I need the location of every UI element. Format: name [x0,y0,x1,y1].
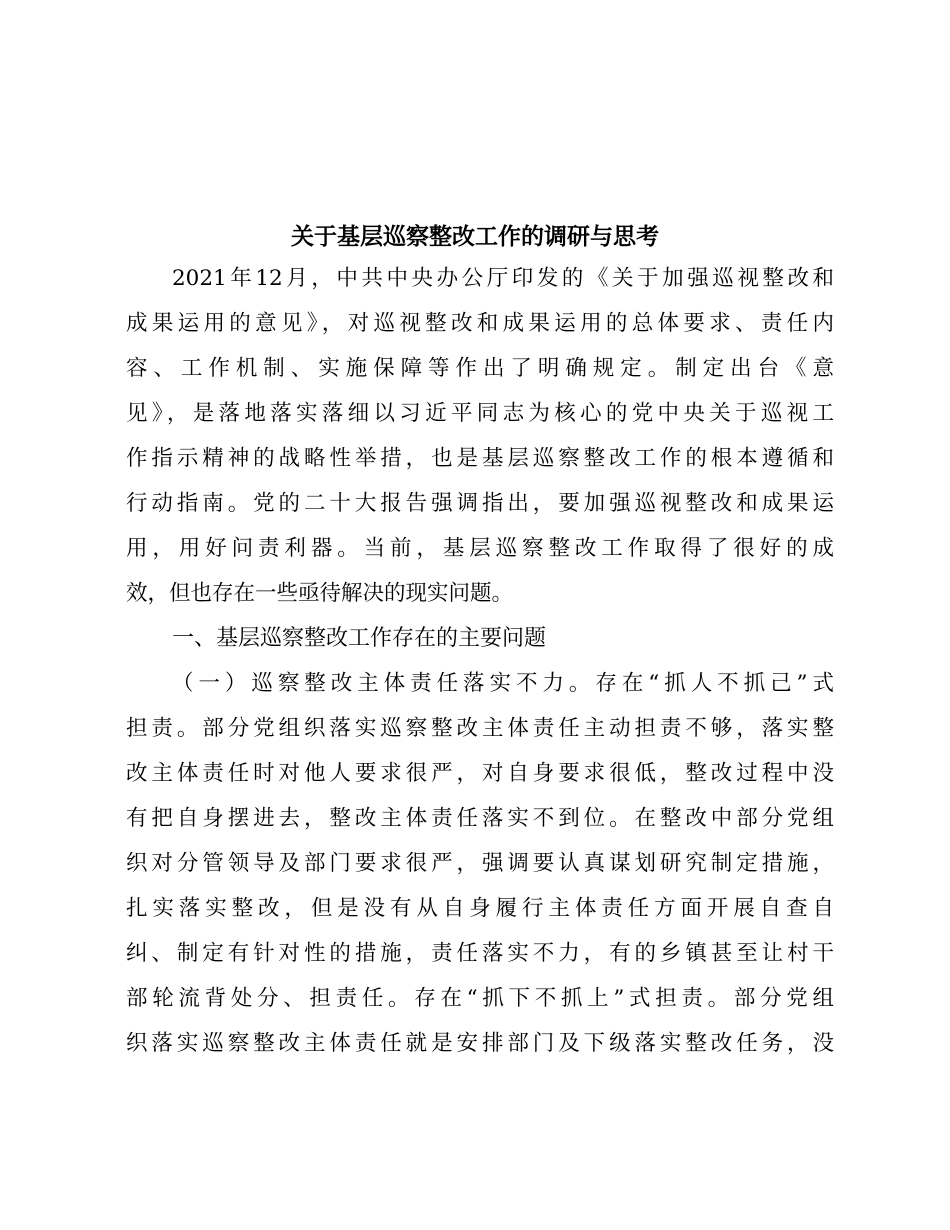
paragraph-line: （一）巡察整改主体责任落实不力。存在“抓人不抓己”式 [172,671,834,696]
paragraph-line: 成果运用的意见》，对巡视整改和成果运用的总体要求、责任内 [126,311,834,336]
section-heading: 一、基层巡察整改工作存在的主要问题 [172,626,547,651]
paragraph-line: 容、工作机制、实施保障等作出了明确规定。制定出台《意 [126,356,834,381]
paragraph-line: 效，但也存在一些亟待解决的现实问题。 [126,581,514,606]
paragraph-line: 织对分管领导及部门要求很严，强调要认真谋划研究制定措施， [126,851,834,876]
paragraph-line: 担责。部分党组织落实巡察整改主体责任主动担责不够，落实整 [126,716,834,741]
paragraph-line: 用，用好问责利器。当前，基层巡察整改工作取得了很好的成 [126,536,834,561]
paragraph-line: 改主体责任时对他人要求很严，对自身要求很低，整改过程中没 [126,761,834,786]
paragraph-line: 扎实落实整改，但是没有从自身履行主体责任方面开展自查自 [126,896,834,921]
document-title: 关于基层巡察整改工作的调研与思考 [291,223,659,250]
paragraph-line: 作指示精神的战略性举措，也是基层巡察整改工作的根本遵循和 [126,446,834,471]
paragraph-line: 纠、制定有针对性的措施，责任落实不力，有的乡镇甚至让村干 [126,941,834,966]
paragraph-line: 行动指南。党的二十大报告强调指出，要加强巡视整改和成果运 [126,491,834,516]
paragraph-line: 见》，是落地落实落细以习近平同志为核心的党中央关于巡视工 [126,401,834,426]
paragraph-line: 部轮流背处分、担责任。存在“抓下不抓上”式担责。部分党组 [126,986,834,1011]
paragraph-line: 有把自身摆进去，整改主体责任落实不到位。在整改中部分党组 [126,806,834,831]
paragraph-line: 织落实巡察整改主体责任就是安排部门及下级落实整改任务，没 [126,1031,834,1056]
paragraph-line: 2021年12月，中共中央办公厅印发的《关于加强巡视整改和 [172,266,834,291]
